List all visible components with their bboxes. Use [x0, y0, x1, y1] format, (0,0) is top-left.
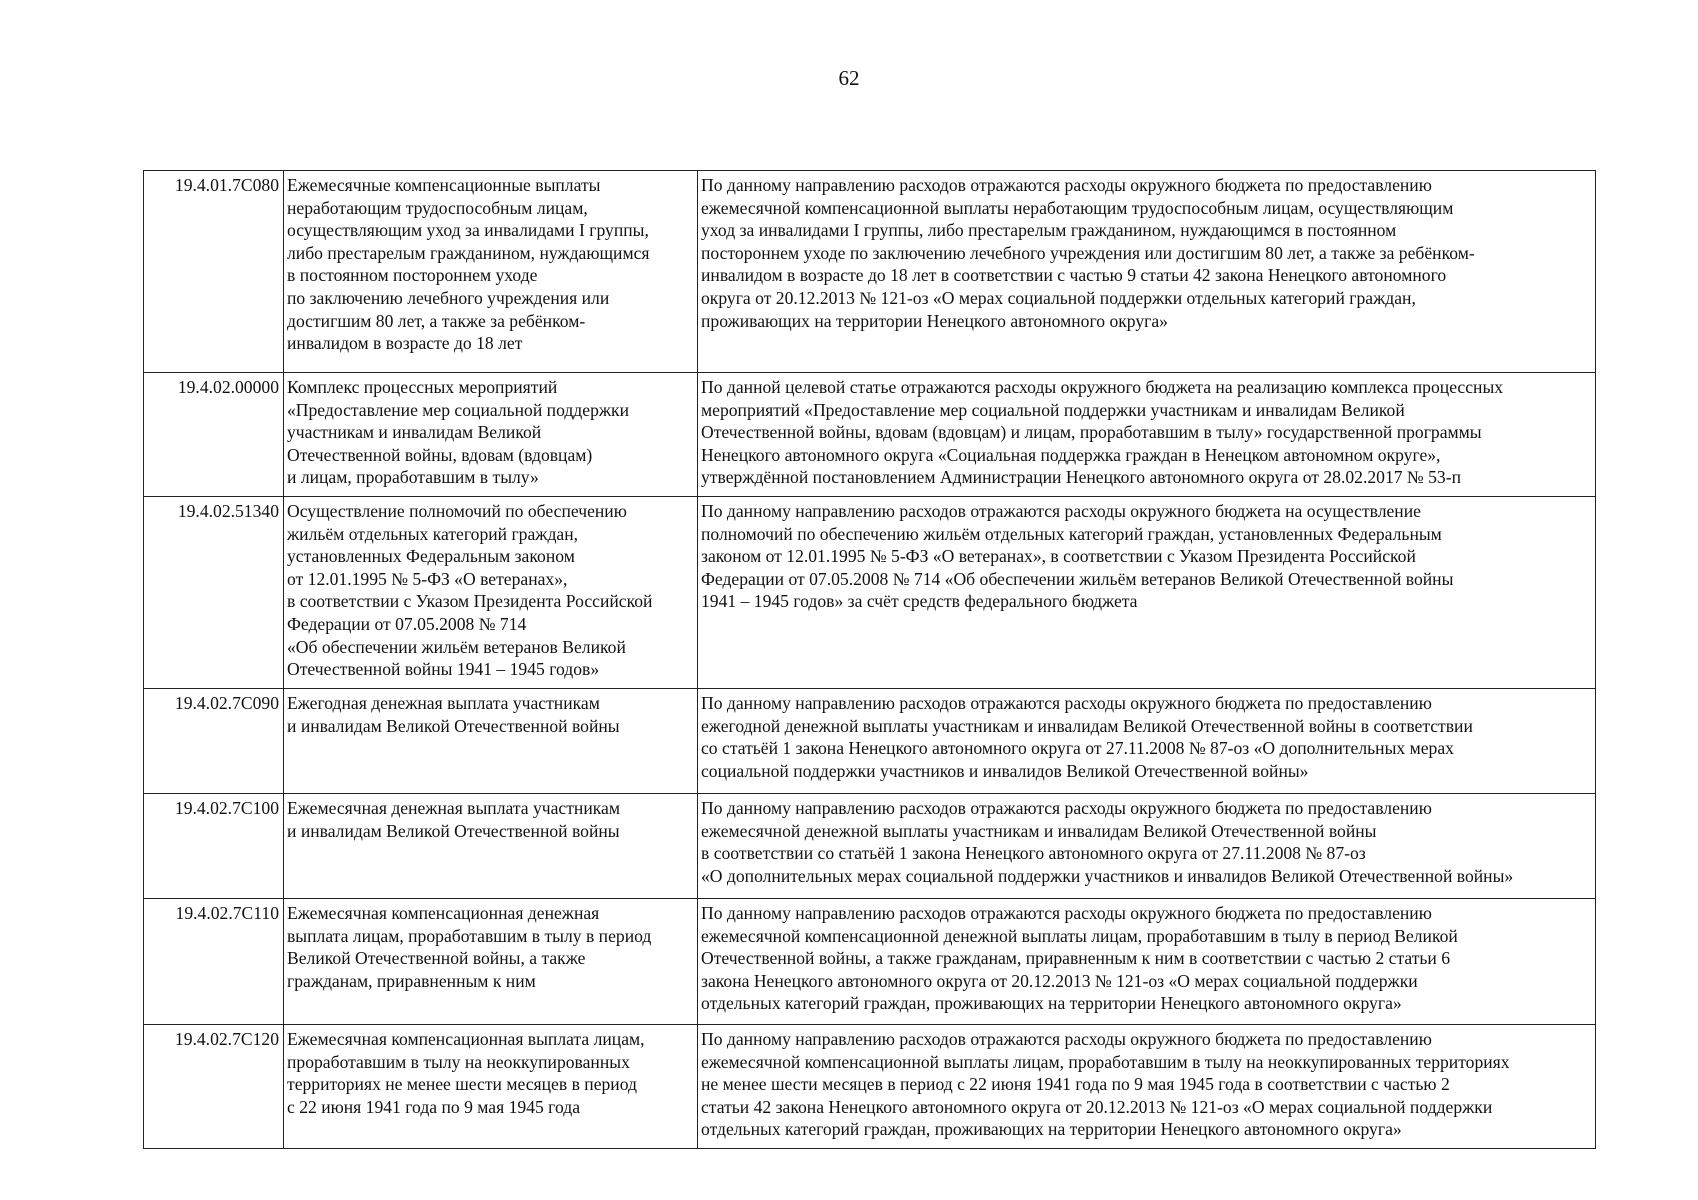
budget-classification-table	[143, 170, 1596, 1149]
target-article-description: По данному направлению расходов отражаются расходы окружного бюджета по предоставлению ежемесячной компенсационной выплаты лицам, проработавшим в тылу на неоккупированных территориях не менее шести месяцев в период с 22 июня 1941 года по 9 мая 1945 года в соответствии с частью 2 статьи 42 закона Ненецкого автономного округа от 20.12.2013 № 121-оз «О мерах социальной поддержки отдельных категорий граждан, проживающих на территории Ненецкого автономного округа»	[698, 1025, 1596, 1149]
target-article-name: Ежемесячные компенсационные выплаты неработающим трудоспособным лицам, осуществляющим уход за инвалидами I группы, либо престарелым гражданином, нуждающимся в постоянном постороннем уходе по заключению лечебного учреждения или достигшим 80 лет, а также за ребёнком- инвалидом в возрасте до 18 лет	[284, 171, 698, 373]
target-article-description: По данному направлению расходов отражаются расходы окружного бюджета по предоставлению ежемесячной компенсационной денежной выплаты лицам, проработавшим в тылу в период Великой Отечественной войны, а также гражданам, приравненным к ним в соответствии с частью 2 статьи 6 закона Ненецкого автономного округа от 20.12.2013 № 121-оз «О мерах социальной поддержки отдельных категорий граждан, проживающих на территории Ненецкого автономного округа»	[698, 899, 1596, 1025]
target-article-name: Осуществление полномочий по обеспечению жильём отдельных категорий граждан, установленных Федеральным законом от 12.01.1995 № 5-ФЗ «О ветеранах», в соответствии с Указом Президента Российской Федерации от 07.05.2008 № 714 «Об обеспечении жильём ветеранов Великой Отечественной войны 1941 – 1945 годов»	[284, 497, 698, 689]
target-article-code: 19.4.02.51340	[144, 497, 284, 689]
target-article-name: Ежемесячная компенсационная денежная выплата лицам, проработавшим в тылу в период Великой Отечественной войны, а также гражданам, приравненным к ним	[284, 899, 698, 1025]
table-row	[144, 171, 1596, 373]
target-article-description: По данному направлению расходов отражаются расходы окружного бюджета по предоставлению ежемесячной денежной выплаты участникам и инвалидам Великой Отечественной войны в соответствии со статьёй 1 закона Ненецкого автономного округа от 27.11.2008 № 87-оз «О дополнительных мерах социальной поддержки участников и инвалидов Великой Отечественной войны»	[698, 794, 1596, 899]
target-article-code: 19.4.02.00000	[144, 373, 284, 497]
target-article-description: По данному направлению расходов отражаются расходы окружного бюджета по предоставлению ежегодной денежной выплаты участникам и инвалидам Великой Отечественной войны в соответствии со статьёй 1 закона Ненецкого автономного округа от 27.11.2008 № 87-оз «О дополнительных мерах социальной поддержки участников и инвалидов Великой Отечественной войны»	[698, 689, 1596, 794]
target-article-name: Ежемесячная компенсационная выплата лицам, проработавшим в тылу на неоккупированных территориях не менее шести месяцев в период с 22 июня 1941 года по 9 мая 1945 года	[284, 1025, 698, 1149]
target-article-code: 19.4.01.7С080	[144, 171, 284, 373]
target-article-name: Комплекс процессных мероприятий «Предоставление мер социальной поддержки участникам и инвалидам Великой Отечественной войны, вдовам (вдовцам) и лицам, проработавшим в тылу»	[284, 373, 698, 497]
page-number: 62	[838, 66, 860, 90]
table-row	[144, 689, 1596, 794]
target-article-name: Ежегодная денежная выплата участникам и инвалидам Великой Отечественной войны	[284, 689, 698, 794]
target-article-code: 19.4.02.7С090	[144, 689, 284, 794]
table-row	[144, 899, 1596, 1025]
target-article-description: По данному направлению расходов отражаются расходы окружного бюджета на осуществление полномочий по обеспечению жильём отдельных категорий граждан, установленных Федеральным законом от 12.01.1995 № 5-ФЗ «О ветеранах», в соответствии с Указом Президента Российской Федерации от 07.05.2008 № 714 «Об обеспечении жильём ветеранов Великой Отечественной войны 1941 – 1945 годов» за счёт средств федерального бюджета	[698, 497, 1596, 689]
target-article-description: По данному направлению расходов отражаются расходы окружного бюджета по предоставлению ежемесячной компенсационной выплаты неработающим трудоспособным лицам, осуществляющим уход за инвалидами I группы, либо престарелым гражданином, нуждающимся в постоянном постороннем уходе по заключению лечебного учреждения или достигшим 80 лет, а также за ребёнком- инвалидом в возрасте до 18 лет в соответствии с частью 9 статьи 42 закона Ненецкого автономного округа от 20.12.2013 № 121-оз «О мерах социальной поддержки отдельных категорий граждан, проживающих на территории Ненецкого автономного округа»	[698, 171, 1596, 373]
target-article-code: 19.4.02.7С120	[144, 1025, 284, 1149]
target-article-code: 19.4.02.7С100	[144, 794, 284, 899]
table-row	[144, 373, 1596, 497]
target-article-name: Ежемесячная денежная выплата участникам и инвалидам Великой Отечественной войны	[284, 794, 698, 899]
table-row	[144, 497, 1596, 689]
table-row	[144, 794, 1596, 899]
target-article-description: По данной целевой статье отражаются расходы окружного бюджета на реализацию комплекса процессных мероприятий «Предоставление мер социальной поддержки участникам и инвалидам Великой Отечественной войны, вдовам (вдовцам) и лицам, проработавшим в тылу» государственной программы Ненецкого автономного округа «Социальная поддержка граждан в Ненецком автономном округе», утверждённой постановлением Администрации Ненецкого автономного округа от 28.02.2017 № 53-п	[698, 373, 1596, 497]
table-row	[144, 1025, 1596, 1149]
target-article-code: 19.4.02.7С110	[144, 899, 284, 1025]
